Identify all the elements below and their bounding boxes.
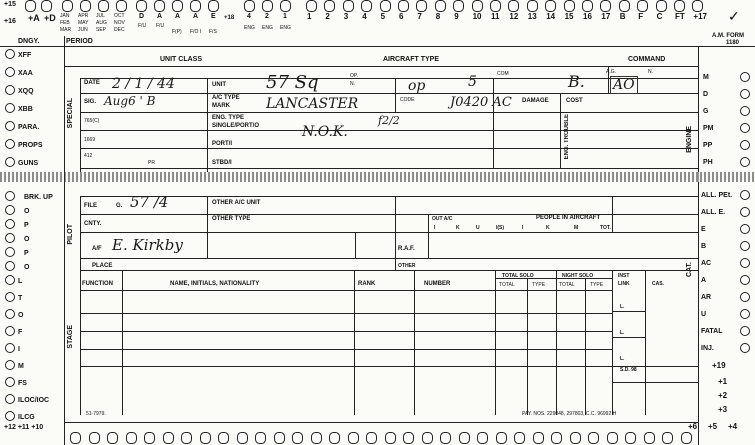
left-item-3: XQQ <box>18 88 34 95</box>
right-hole <box>740 89 750 99</box>
left-item-7: GUNS <box>18 160 39 167</box>
hole <box>361 0 372 12</box>
stage-item-1: L <box>18 278 23 285</box>
hole <box>527 0 538 12</box>
function-label: FUNCTION <box>82 281 113 287</box>
left-hole <box>5 157 15 167</box>
number-label: NUMBER <box>424 281 451 287</box>
bottom-hole <box>163 432 174 444</box>
eng2-value: f2/2 <box>378 114 400 127</box>
bottom-hole <box>218 432 229 444</box>
right-hole <box>740 157 750 167</box>
bottom-hole <box>459 432 470 444</box>
bottom-hole <box>181 432 192 444</box>
stage-item-7: FS <box>18 380 27 387</box>
code-value: J0420 AC <box>450 95 512 110</box>
column-number-19: F <box>638 12 644 21</box>
code-label: CODE <box>400 97 415 103</box>
left-hole <box>5 191 15 201</box>
hole <box>472 0 483 12</box>
cat-side-label: CAT. <box>686 262 693 278</box>
cat-item-6: A <box>701 277 707 284</box>
raf-label: R.A.F. <box>398 246 415 252</box>
form-num-label: 51-7979. <box>86 411 106 417</box>
pay-label: PAY. NOS. 229048, 297803, C.C. 96992 H <box>522 411 617 417</box>
link-l3: L. <box>620 356 625 362</box>
ag-value: AO <box>610 76 638 94</box>
left-hole <box>5 360 15 370</box>
n-label: N. <box>648 69 653 75</box>
op-value: op <box>408 78 426 94</box>
column-number-20: C <box>656 12 663 21</box>
engine-item-2: D <box>703 91 709 98</box>
aircraft-type-label: AIRCRAFT TYPE <box>383 56 439 63</box>
form-name: A.M. FORM <box>712 33 744 39</box>
left-lower-item-2: O <box>24 208 30 215</box>
r2-label: 1669 <box>84 137 96 143</box>
people-col-4: I(S) <box>496 225 505 231</box>
link-l2: L. <box>620 330 625 336</box>
bottom-hole <box>625 432 636 444</box>
right-hole <box>740 224 750 234</box>
bottom-hole <box>496 432 507 444</box>
engine-item-5: PP <box>703 142 713 149</box>
right-hole <box>740 258 750 268</box>
engine-item-3: G <box>703 108 709 115</box>
bottom-hole <box>274 432 285 444</box>
night-solo-label: NIGHT SOLO <box>562 273 594 279</box>
engine-item-6: PH <box>703 159 713 166</box>
cat-item-10: INJ. <box>701 345 714 352</box>
hole <box>324 0 335 12</box>
bottom-hole <box>89 432 100 444</box>
column-number-22: +17 <box>693 12 707 21</box>
pilot-side-label: PILOT <box>67 224 74 245</box>
right-hole <box>740 292 750 302</box>
cat-item-5: AC <box>701 260 712 267</box>
stage-item-5: I <box>18 346 20 353</box>
hole <box>416 0 427 12</box>
total-solo-label: TOTAL SOLO <box>502 273 534 279</box>
tear-line <box>0 172 755 182</box>
left-lower-item-5: P <box>24 250 29 257</box>
right-hole <box>740 275 750 285</box>
form-number: 1180 <box>726 40 740 46</box>
mark-label: MARK <box>212 103 230 109</box>
top-strip: +15 +16 +A +D JAN FEB MAR APR MAY JUN JUL AUG SEP OCT NOV DEC D F/U A F/U A F(P) A F/O I E F/S +18 4 ENG 2 ENG 1 ENG 1 2 3 4 5 6 7 8 9 10 11 12 13 14 15 16 17 B F C FT +17 A.M. FORM 1180 ✓ <box>4 1 744 46</box>
hole <box>80 0 91 12</box>
left-hole <box>5 49 15 59</box>
date-value: 2 / 1 / 44 <box>112 76 175 92</box>
column-number-21: FT <box>675 12 685 21</box>
left-hole <box>5 261 15 271</box>
column-number-9: 9 <box>454 12 459 21</box>
column-number-14: 14 <box>546 12 556 21</box>
cat-item-2: ALL. E. <box>701 209 726 216</box>
people-col-2: K <box>456 225 460 231</box>
op-n-label: OP. N. <box>350 73 358 87</box>
right-hole <box>740 207 750 217</box>
hole <box>62 0 73 12</box>
r3-label: 412 <box>84 153 93 159</box>
right-hole <box>740 123 750 133</box>
op2-value: 5 <box>468 74 477 90</box>
left-hole <box>5 326 15 336</box>
column-number-18: B <box>619 12 626 21</box>
stage-item-8: ILOC/IOC <box>18 397 50 404</box>
left-hole <box>5 377 15 387</box>
hole <box>674 0 685 12</box>
hole <box>380 0 391 12</box>
right-hole <box>740 241 750 251</box>
hole <box>545 0 556 12</box>
engine-item-1: M <box>703 74 709 81</box>
bottom-hole <box>237 432 248 444</box>
stbd-label: STBD/I <box>212 160 232 166</box>
check-mark: ✓ <box>728 8 740 24</box>
file-label: FILE <box>84 203 97 209</box>
place-label: PLACE <box>92 263 113 269</box>
unit-class-label: UNIT CLASS <box>160 56 202 63</box>
cost-label: COST <box>566 98 583 104</box>
bottom-hole <box>514 432 525 444</box>
file-value: 57 /4 <box>130 193 169 211</box>
stage-side-label: STAGE <box>67 325 74 349</box>
cnty-label: CNTY. <box>84 221 102 227</box>
bottom-hole <box>440 432 451 444</box>
left-hole <box>5 219 15 229</box>
left-hole <box>5 411 15 421</box>
hole <box>564 0 575 12</box>
unit-value: 57 Sq <box>266 72 319 93</box>
right-hole <box>740 343 750 353</box>
column-number-17: 17 <box>601 12 611 21</box>
column-number-7: 7 <box>417 12 422 21</box>
left-hole <box>5 394 15 404</box>
bottom-hole <box>200 432 211 444</box>
right-hole <box>740 309 750 319</box>
total-col-label: TOTAL <box>499 282 515 288</box>
hole <box>619 0 630 12</box>
people-col-3: U <box>476 225 480 231</box>
left-item-1: XFF <box>18 52 32 59</box>
cat-item-1: ALL. PEt. <box>701 192 733 199</box>
left-hole <box>5 85 15 95</box>
cat-item-7: AR <box>701 294 712 301</box>
port-label: PORT/I <box>212 141 233 147</box>
af-label: A/F <box>92 246 102 252</box>
hole <box>25 0 36 12</box>
bottom-hole <box>588 432 599 444</box>
hole <box>692 0 703 12</box>
left-hole <box>5 67 15 77</box>
pr-label: PR <box>148 160 155 166</box>
date-label: DATE <box>84 80 100 86</box>
cat-item-4: B <box>701 243 707 250</box>
column-number-4: 4 <box>362 12 367 21</box>
people-col-5: I <box>522 225 524 231</box>
bottom-hole <box>329 432 340 444</box>
total-col-label-2: TOTAL <box>559 282 575 288</box>
hole <box>637 0 648 12</box>
left-hole <box>5 247 15 257</box>
people-col-8: TOT. <box>600 225 611 231</box>
people-col-1: I <box>434 225 436 231</box>
right-code-6: +5 <box>708 422 718 431</box>
left-lower-item-6: O <box>24 264 30 271</box>
column-number-6: 6 <box>399 12 404 21</box>
left-lower-item-3: P <box>24 222 29 229</box>
hole <box>343 0 354 12</box>
cat-item-3: E <box>701 226 706 233</box>
bottom-hole <box>107 432 118 444</box>
name-label: NAME, INITIALS, NATIONALITY <box>170 281 260 287</box>
left-hole <box>5 309 15 319</box>
column-number-11: 11 <box>491 12 500 21</box>
other-type-label: OTHER TYPE <box>212 216 251 222</box>
eng-value: N.O.K. <box>302 124 348 140</box>
column-number-8: 8 <box>435 12 441 21</box>
engine-side-label: ENGINE <box>686 126 693 153</box>
rank-label: RANK <box>358 281 376 287</box>
hole <box>306 0 317 12</box>
code-plus-a: +A <box>28 13 40 23</box>
com-value: B. <box>568 72 585 91</box>
left-item-5: PARA. <box>18 124 40 131</box>
special-side-label: SPECIAL <box>67 98 74 129</box>
left-hole <box>5 275 15 285</box>
bottom-hole <box>255 432 266 444</box>
bottom-hole <box>607 432 618 444</box>
people-col-6: K <box>546 225 550 231</box>
right-hole <box>740 190 750 200</box>
hole <box>582 0 593 12</box>
left-hole <box>5 205 15 215</box>
right-hole <box>740 326 750 336</box>
single-label: SINGLE/PORT/O <box>212 123 260 129</box>
af-value: E. Kirkby <box>112 236 183 254</box>
right-code-2: +1 <box>718 377 728 386</box>
hole <box>116 0 127 12</box>
sd-label: S.D. 98 <box>620 367 637 373</box>
hole <box>600 0 611 12</box>
left-hole <box>5 139 15 149</box>
column-number-15: 15 <box>564 12 574 21</box>
left-hole <box>5 292 15 302</box>
left-bottom-codes: +12 +11 +10 <box>4 424 44 431</box>
right-code-1: +19 <box>712 361 726 370</box>
bottom-hole <box>570 432 581 444</box>
right-code-4: +3 <box>718 405 728 414</box>
bottom-hole <box>477 432 488 444</box>
bottom-hole <box>144 432 155 444</box>
stage-item-3: O <box>18 312 24 319</box>
stage-item-4: F <box>18 329 23 336</box>
bottom-hole <box>422 432 433 444</box>
hole <box>398 0 409 12</box>
inst-link-label: INST LINK <box>618 273 630 287</box>
bottom-hole <box>551 432 562 444</box>
bottom-hole <box>644 432 655 444</box>
bottom-hole <box>662 432 673 444</box>
type-col-label: TYPE <box>532 282 546 288</box>
g-label: G. <box>116 203 123 209</box>
left-lower-item-1: BRK. UP <box>24 194 53 201</box>
mark-value: LANCASTER <box>266 96 359 112</box>
left-lower-item-4: O <box>24 236 30 243</box>
hole <box>490 0 501 12</box>
cas-label: CAS. <box>652 281 664 287</box>
right-hole <box>740 72 750 82</box>
column-number-13: 13 <box>527 12 537 21</box>
left-item-2: XAA <box>18 70 33 77</box>
stage-item-9: ILCG <box>18 414 35 421</box>
left-hole <box>5 121 15 131</box>
out-ac-label: OUT A/C <box>432 216 453 222</box>
left-item-6: PROPS <box>18 142 43 149</box>
column-number-12: 12 <box>509 12 519 21</box>
number-columns <box>304 0 724 36</box>
hole <box>453 0 464 12</box>
command-label: COMMAND <box>628 56 666 63</box>
column-number-5: 5 <box>380 12 386 21</box>
unit-label: UNIT <box>212 82 226 88</box>
left-hole <box>5 233 15 243</box>
bottom-hole <box>70 432 81 444</box>
bottom-hole <box>292 432 303 444</box>
code-plus16: +16 <box>4 18 16 25</box>
left-hole <box>5 343 15 353</box>
eng-type-label: ENG. TYPE <box>212 115 245 121</box>
other-ac-unit-label: OTHER A/C UNIT <box>212 200 261 206</box>
hole <box>98 0 109 12</box>
column-number-2: 2 <box>325 12 330 21</box>
r1-label: 765(C) <box>84 118 100 124</box>
bottom-hole <box>533 432 544 444</box>
dngy-label: DNGY. <box>18 38 40 45</box>
stage-item-2: T <box>18 295 23 302</box>
code-plus-d: +D <box>44 13 56 23</box>
cat-item-8: U <box>701 311 707 318</box>
ac-type-label: A/C TYPE <box>212 95 240 101</box>
sig-label: SIG. <box>84 99 97 105</box>
bottom-hole <box>348 432 359 444</box>
right-code-7: +4 <box>728 422 738 431</box>
column-number-16: 16 <box>583 12 592 21</box>
code-plus15: +15 <box>4 1 16 8</box>
com-label: COM <box>497 71 509 77</box>
ag-label: A.G. <box>606 69 617 75</box>
eng-trouble-label: ENG. TROUBLE <box>564 114 570 160</box>
column-number-3: 3 <box>343 12 349 21</box>
bottom-hole <box>403 432 414 444</box>
period-label: PERIOD <box>66 38 93 45</box>
cat-item-9: FATAL <box>701 328 723 335</box>
hole <box>508 0 519 12</box>
left-item-4: XBB <box>18 106 33 113</box>
right-code-5: +6 <box>688 422 698 431</box>
bottom-hole <box>366 432 377 444</box>
bottom-hole <box>126 432 137 444</box>
people-col-7: M <box>574 225 579 231</box>
sig-value: Aug6 ' B <box>104 94 156 108</box>
hole <box>435 0 446 12</box>
right-hole <box>740 106 750 116</box>
column-number-10: 10 <box>472 12 482 21</box>
hole <box>656 0 667 12</box>
bottom-hole <box>385 432 396 444</box>
other-label: OTHER <box>398 263 416 269</box>
hole <box>41 0 52 12</box>
column-number-1: 1 <box>307 12 312 21</box>
engine-item-4: PM <box>703 125 714 132</box>
link-l1: L. <box>620 304 625 310</box>
bottom-hole <box>311 432 322 444</box>
bottom-hole <box>681 432 692 444</box>
code-columns: D F/U A F/U A F(P) A F/O I E F/S +18 4 ENG 2 ENG 1 ENG <box>134 0 304 36</box>
left-hole <box>5 103 15 113</box>
stage-item-6: M <box>18 363 24 370</box>
type-col-label-2: TYPE <box>590 282 604 288</box>
right-hole <box>740 140 750 150</box>
people-label: PEOPLE IN AIRCRAFT <box>536 215 601 221</box>
damage-label: DAMAGE <box>522 98 549 104</box>
right-code-3: +2 <box>718 391 728 400</box>
